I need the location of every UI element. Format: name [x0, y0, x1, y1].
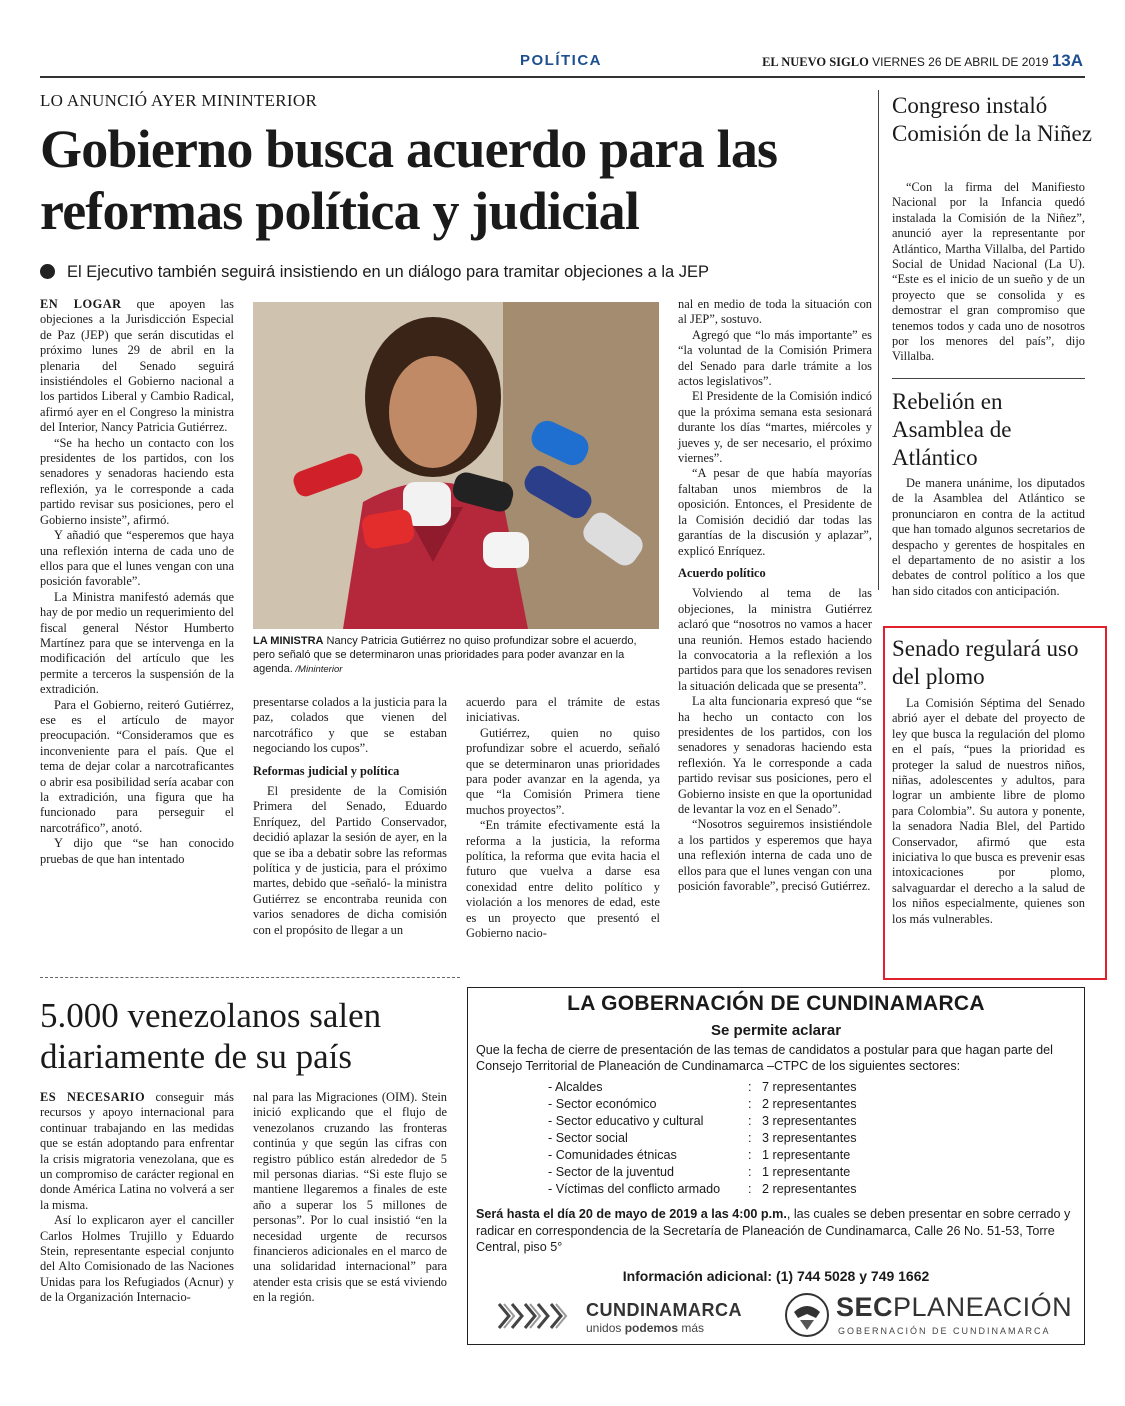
paragraph: Para el Gobierno, reiteró Gutiérrez, ese es el artículo de mayor preocupación. “Consideramos que es inconveniente para el país. Que el tema de dejar colar a narcotraficantes o abrir esa posibilidad sería acabar con la extradición, una figura que ha funcionado para perseguir el narcotráfico”, anotó. [40, 697, 234, 835]
article-column-1 [40, 1090, 234, 1306]
government-notice-ad [467, 987, 1085, 1345]
article-column-3 [466, 695, 660, 942]
minister-photo-illustration [253, 302, 659, 629]
article-column-1 [40, 297, 234, 867]
list-item: - Sector educativo y cultural : 3 representantes [548, 1114, 857, 1128]
list-item: - Alcaldes : 7 representantes [548, 1080, 857, 1094]
brief-divider [892, 378, 1085, 379]
cundinamarca-emblem-icon [494, 1296, 574, 1338]
section-divider [40, 977, 460, 978]
paragraph: El Presidente de la Comisión indicó que la próxima semana esta sesionará durante los días “martes, miércoles y jueves y, de ser necesario, el próximo viernes”. [678, 389, 872, 466]
ad-title: LA GOBERNACIÓN DE CUNDINAMARCA [567, 992, 985, 1015]
paragraph: La Ministra manifestó además que hay de por medio un requerimiento del fiscal general Néstor Humberto Martínez para que se intervenga en la modificación del artículo que les permite a terceros la suspensión de la extradición. [40, 589, 234, 697]
paragraph: nal en medio de toda la situación con al JEP”, sostuvo. [678, 297, 872, 327]
paragraph: Volviendo al tema de las objeciones, la ministra Gutiérrez aclaró que “nosotros no vamos a hacer una reunión. Hemos estado haciendo la convocatoria a la reflexión a los partidos para que los senadores revisen la situación delicada que se presenta”. [678, 586, 872, 693]
paragraph: Gutiérrez, quien no quiso profundizar sobre el acuerdo, señaló que se determinaron unas prioridades para poder avanzar en la agenda, ya que “la Comisión Primera tiene muchos proyectos”. [466, 725, 660, 817]
caption-text: Nancy Patricia Gutiérrez no quiso profundizar sobre el acuerdo, pero señaló que se determinaron unas prioridades para poder avanzar en la agenda. [253, 635, 637, 675]
list-item: - Sector social : 3 representantes [548, 1131, 857, 1145]
brief-title: Rebelión en Asamblea de Atlántico [892, 389, 1012, 470]
paragraph: Y dijo que “se han conocido pruebas de que han intentado [40, 836, 234, 866]
lead-in: EN LOGAR [40, 297, 122, 311]
photo-credit: /Mininterior [292, 664, 343, 675]
ad-deadline: Será hasta el día 20 de mayo de 2019 a las 4:00 p.m., las cuales se deben presentar en sobre cerrado y radicar en correspondencia de la Secretaría de Planeación de Cundinamarca, Calle 26 No. 51-53, Torre Central, piso 5° [476, 1207, 1071, 1254]
article-photo [253, 302, 659, 629]
subheading: Reformas judicial y política [253, 763, 400, 778]
issue-date: VIERNES 26 DE ABRIL DE 2019 [872, 55, 1049, 69]
caption-lead: LA MINISTRA [253, 635, 324, 647]
photo-caption [253, 634, 659, 677]
paragraph: ES NECESARIO conseguir más recursos y apoyo internacional para continuar trabajando en las medidas que se están adoptando para enfrentar la crisis migratoria venezolana, que es un compromiso de carácter regional en donde América Latina no volverá a ser la misma. [40, 1090, 234, 1212]
paragraph: nal para las Migraciones (OIM). Stein inició explicando que el flujo de venezolanos cruzando las fronteras continúa y que según las cifras con registro público están alrededor de 5 mil personas diarias. “Si este flujo se mantiene llegaremos a finales de este año a superar los 5 millones de personas”. Por lo cual insistió “en la necesidad urgente de recursos financieros adicionales en el marco de una solidaridad internacional” para atender esta crisis que se está viviendo en la región. [253, 1090, 447, 1305]
brief-body: La Comisión Séptima del Senado abrió ayer el debate del proyecto de ley que busca la regulación del plomo en el país, “pues la prioridad es proteger la salud de nuestros niños, niñas, adolescentes y adultos, para lograr un ambiente libre de plomo para Colombia”. Su autora y ponente, la senadora Nadia Blel, del Partido Conservador, afirmó que esta iniciativa lo que busca es prevenir esas intoxicaciones por plomo, salvaguardar el derecho a la salud de los niños especialmente, quienes son los más vulnerables. [892, 696, 1085, 926]
list-item: - Comunidades étnicas : 1 representante [548, 1148, 851, 1162]
brief-body: “Con la firma del Manifiesto Nacional por la Infancia quedó instalada la Comisión de la Niñez”, anunció ayer la representante por Atlántico, Martha Villalba, del Partido Social de Unidad Nacional (La U). “Este es el inicio de un sueño y de un proyecto que se consolida y es demostrar el gran compromiso que tenemos todos y cada uno de nosotros por los menores del país”, dijo Villalba. [892, 180, 1085, 364]
list-item: - Sector de la juventud : 1 representante [548, 1165, 851, 1179]
cundinamarca-logo [494, 1296, 742, 1338]
article-headline: 5.000 venezolanos salen diariamente de su país [40, 996, 382, 1076]
article-column-2 [253, 695, 447, 938]
bullet-icon [40, 264, 55, 279]
section-label: POLÍTICA [520, 52, 602, 69]
page-number: 13A [1051, 51, 1083, 70]
paragraph: “Se ha hecho un contacto con los presidentes de los partidos, con los senadores y senadoras haciendo esta reflexión, ya le corresponde a cada partido revisar sus posiciones, pero el Gobierno insiste”, afirmó. [40, 435, 234, 527]
article-subhead [40, 263, 709, 282]
paragraph: EN LOGAR que apoyen las objeciones a la Jurisdicción Especial de Paz (JEP) que serán discutidas el próximo lunes 29 de abril en la plenaria del Senado seguirá insistiéndoles el Gobierno nacional a los partidos Liberal y Cambio Radical, afirmó ayer en el Congreso la ministra del Interior, Nancy Patricia Gutiérrez. [40, 297, 235, 435]
subhead-text: El Ejecutivo también seguirá insistiendo en un diálogo para tramitar objeciones a la JEP [67, 263, 710, 281]
logo-text: CUNDINAMARCA [586, 1300, 742, 1320]
brief-body: De manera unánime, los diputados de la Asamblea del Atlántico se pronunciaron en contra de la actitud que han tomado algunos secretarios de despacho y gerentes de hospitales en el departamento de no asistir a los debates de control político a los que han sido citados con anticipación. [892, 476, 1085, 598]
logo-subtext: GOBERNACIÓN DE CUNDINAMARCA [838, 1326, 1051, 1336]
paragraph: “En trámite efectivamente está la reforma a la justicia, la reforma política, la reforma que evita hacia el futuro que vuelva a darse esa conexidad entre delito político y violación a los menores de edad, este es un proyecto que presentó el Gobierno nacio- [466, 818, 660, 941]
brief-title: Senado regulará uso del plomo [892, 636, 1079, 689]
lead-in: ES NECESARIO [40, 1090, 146, 1104]
secplaneacion-logo [784, 1292, 1074, 1340]
header-rule [40, 76, 1085, 78]
coat-of-arms-icon [784, 1292, 830, 1338]
sidebar-divider [878, 90, 879, 590]
paragraph: presentarse colados a la justicia para la paz, colados que vienen del narcotráfico y que se estaban negociando los cupos”. [253, 695, 447, 756]
paragraph: “A pesar de que había mayorías faltaban unos miembros de la oposición. Entonces, el Presidente de la Comisión decidió dar todas las garantías de la discusión y aplazar”, explicó Enríquez. [678, 466, 872, 558]
logo-text: SECPLANEACIÓN [836, 1292, 1073, 1322]
article-column-2 [253, 1090, 447, 1306]
paragraph: Agregó que “lo más importante” es “la voluntad de la Comisión Primera del Senado para darle trámite a los actos legislativos”. [678, 327, 872, 389]
paragraph: El presidente de la Comisión Primera del Senado, Eduardo Enríquez, del Partido Conservador, decidió aplazar la sesión de ayer, en la que se iba a debatir sobre las reformas política y de justicia, para el próximo martes, debido que -señaló- la ministra Gutiérrez se encontraba reunida con varios senadores de dicha comisión con el propósito de llegar a un [253, 784, 447, 937]
paragraph: Y añadió que “esperemos que haya una reflexión interna de cada uno de ellos para que el lunes vengan con una posición favorable”. [40, 528, 234, 589]
ad-intro: Que la fecha de cierre de presentación de las temas de candidatos a postular para que hagan parte del Consejo Territorial de Planeación de Cundinamarca –CTPC de los siguientes sectores: [476, 1043, 1053, 1073]
sector-list [548, 1079, 857, 1198]
article-column-4 [678, 297, 872, 894]
list-item: - Víctimas del conflicto armado : 2 representantes [548, 1182, 857, 1196]
page-header-info [762, 51, 1083, 71]
subheading: Acuerdo político [678, 565, 766, 580]
paragraph: Así lo explicaron ayer el canciller Carlos Holmes Trujillo y Eduardo Stein, representante especial conjunto del Alto Comisionado de las Naciones Unidas para los Refugiados (Acnur) y de la Organización Internacio- [40, 1213, 234, 1305]
article-kicker: LO ANUNCIÓ AYER MININTERIOR [40, 91, 318, 110]
paper-name: EL NUEVO SIGLO [762, 55, 869, 69]
logo-tagline: unidos podemos más [586, 1321, 705, 1335]
list-item: - Sector económico : 2 representantes [548, 1097, 857, 1111]
paragraph: “Nosotros seguiremos insistiéndole a los partidos y esperemos que haya una reflexión interna de cada uno de ellos para que el lunes vengan con una posición favorable”, precisó Gutiérrez. [678, 817, 872, 894]
paragraph: La alta funcionaria expresó que “se ha hecho un contacto con los presidentes de los partidos, con los senadores y senadoras haciendo esta reflexión. Ya le corresponde a cada partido revisar sus posiciones, pero el Gobierno insiste en que la oportunidad de levantar la voz en el Senado”. [678, 694, 872, 816]
paragraph: acuerdo para el trámite de estas iniciativas. [466, 695, 660, 725]
brief-title: Congreso instaló Comisión de la Niñez [892, 93, 1092, 146]
ad-subtitle: Se permite aclarar [710, 1022, 842, 1039]
ad-contact-info: Información adicional: (1) 744 5028 y 749 1662 [622, 1268, 930, 1284]
article-headline: Gobierno busca acuerdo para las reformas política y judicial [40, 119, 778, 241]
